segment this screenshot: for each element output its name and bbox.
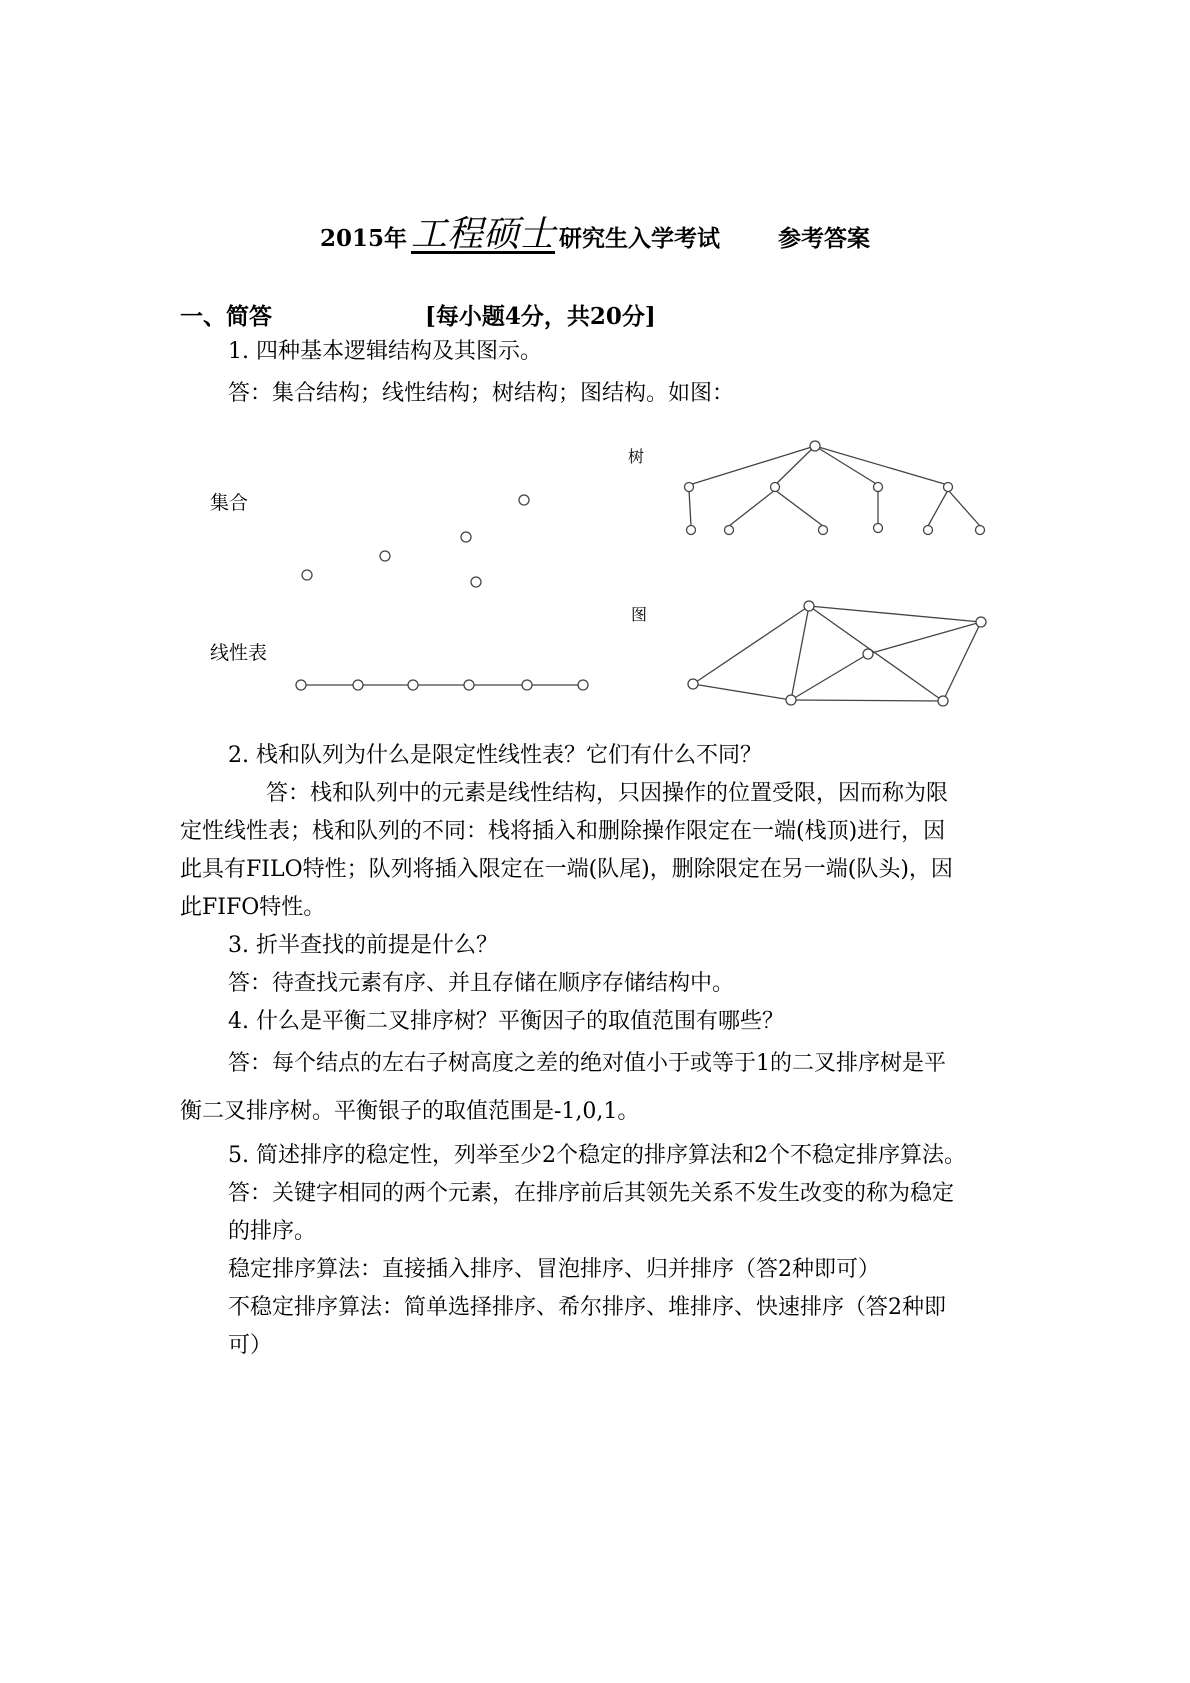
q1-answer: 答：集合结构；线性结构；树结构；图结构。如图： [228, 381, 735, 406]
q5-unstable-line-1: 不稳定排序算法：简单选择排序、希尔排序、堆排序、快速排序（答2种即 [228, 1295, 946, 1320]
tree-edges [689, 446, 980, 526]
section-points: [每小题4分，共20分] [425, 303, 656, 330]
structure-diagrams [0, 0, 1190, 720]
graph-node [863, 649, 873, 659]
set-node [471, 577, 481, 587]
q5-unstable-line-2: 可） [228, 1333, 273, 1358]
tree-node [819, 526, 828, 535]
graph-node [976, 617, 986, 627]
section-heading: 一、简答 [180, 303, 272, 330]
linear-node [578, 680, 588, 690]
tree-node [874, 524, 883, 533]
q3-answer: 答：待查找元素有序、并且存储在顺序存储结构中。 [228, 971, 735, 996]
tree-node [874, 483, 883, 492]
q5-stable: 稳定排序算法：直接插入排序、冒泡排序、归并排序（答2种即可） [228, 1257, 880, 1282]
label-set: 集合 [210, 492, 249, 514]
q2-answer-line-4: 此FIFO特性。 [180, 895, 326, 920]
tree-node [771, 483, 780, 492]
linear-node [408, 680, 418, 690]
label-graph: 图 [631, 605, 648, 624]
tree-node [944, 483, 953, 492]
linear-node [464, 680, 474, 690]
title-answers: 参考答案 [778, 225, 871, 252]
tree-diagram [685, 441, 985, 535]
q1-question: 1. 四种基本逻辑结构及其图示。 [228, 339, 542, 364]
linear-node [522, 680, 532, 690]
q2-answer-line-2: 定性线性表；栈和队列的不同：栈将插入和删除操作限定在一端(栈顶)进行，因 [180, 819, 946, 844]
label-linear: 线性表 [210, 642, 268, 664]
graph-edges [693, 606, 981, 701]
q2-answer-line-3: 此具有FILO特性；队列将插入限定在一端(队尾)，删除限定在另一端(队头)，因 [180, 857, 953, 882]
tree-node [685, 483, 694, 492]
label-tree: 树 [628, 447, 645, 466]
q4-answer-line-1: 答：每个结点的左右子树高度之差的绝对值小于或等于1的二叉排序树是平 [228, 1051, 946, 1076]
title-program: 工程硕士 [411, 214, 556, 254]
q4-answer-line-2: 衡二叉排序树。平衡银子的取值范围是-1,0,1。 [180, 1099, 640, 1124]
q2-answer-line-1: 答：栈和队列中的元素是线性结构，只因操作的位置受限，因而称为限 [266, 781, 949, 806]
q5-answer-line-2: 的排序。 [228, 1219, 317, 1244]
title-year: 2015年 [319, 225, 407, 252]
tree-node [687, 526, 696, 535]
q2-question: 2. 栈和队列为什么是限定性线性表？它们有什么不同？ [228, 743, 762, 768]
graph-node [804, 601, 814, 611]
set-node [380, 551, 390, 561]
set-node [461, 532, 471, 542]
graph-node [786, 695, 796, 705]
title-exam: 研究生入学考试 [559, 225, 721, 252]
q5-answer-line-1: 答：关键字相同的两个元素，在排序前后其领先关系不发生改变的称为稳定 [228, 1181, 955, 1206]
set-node [302, 570, 312, 580]
linear-node [296, 680, 306, 690]
set-diagram [302, 495, 529, 587]
linear-node [353, 680, 363, 690]
tree-node [810, 441, 820, 451]
graph-node [688, 679, 698, 689]
linear-diagram [296, 680, 588, 690]
graph-node [938, 696, 948, 706]
graph-diagram [688, 601, 986, 706]
set-node [519, 495, 529, 505]
q3-question: 3. 折半查找的前提是什么？ [228, 933, 498, 958]
tree-node [924, 526, 933, 535]
q4-question: 4. 什么是平衡二叉排序树？平衡因子的取值范围有哪些？ [228, 1009, 784, 1034]
q5-question: 5. 简述排序的稳定性，列举至少2个稳定的排序算法和2个不稳定排序算法。 [228, 1143, 966, 1168]
tree-node [725, 526, 734, 535]
tree-node [976, 526, 985, 535]
